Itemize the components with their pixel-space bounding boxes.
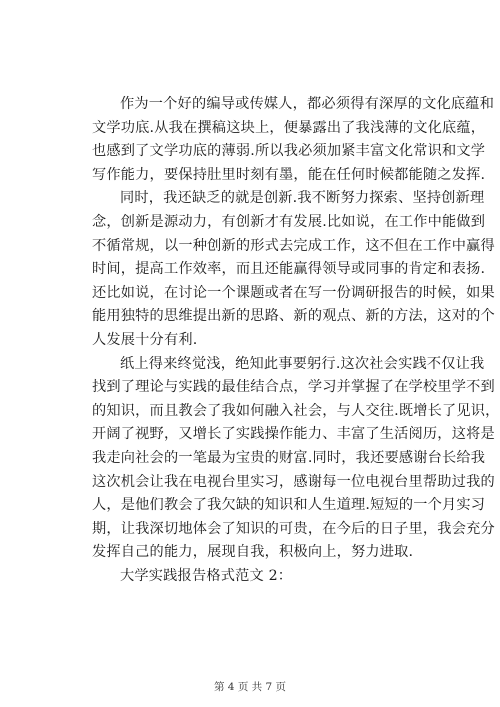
text-line: 时间，提高工作效率，而且还能赢得领导或同事的肯定和表扬.: [92, 261, 486, 278]
text-line: 也感到了文学功底的薄弱.所以我必须加紧丰富文化常识和文学: [92, 143, 486, 160]
text-line: 念，创新是源动力，有创新才有发展.比如说，在工作中能做到: [92, 213, 486, 230]
text-line: 人，是他们教会了我欠缺的知识和人生道理.短短的一个月实习: [92, 497, 486, 514]
text-line: 文学功底.从我在撰稿这块上，便暴露出了我浅薄的文化底蕴，: [92, 119, 486, 136]
paragraph-2: [92, 187, 495, 352]
document-body: [92, 93, 500, 588]
text-line: 期，让我深切地体会了知识的可贵，在今后的日子里，我会充分: [92, 520, 495, 537]
text-line: 作为一个好的编导或传媒人，都必须得有深厚的文化底蕴和: [120, 96, 495, 112]
paragraph-3: [92, 353, 500, 565]
text-line: 大学实践报告格式范文 2：: [120, 567, 293, 584]
text-line: 的知识，而且教会了我如何融入社会，与人交往.既增长了见识，: [92, 402, 500, 419]
paragraph-1: [92, 93, 495, 187]
text-line: 纸上得来终觉浅，绝知此事要躬行.这次社会实践不仅让我: [120, 355, 485, 372]
text-line: 不循常规，以一种创新的形式去完成工作，这不但在工作中赢得: [92, 237, 495, 254]
page-number-footer: 第 4 页 共 7 页: [213, 681, 287, 693]
text-line: 写作能力，要保持肚里时刻有墨，能在任何时候都能随之发挥.: [92, 166, 486, 183]
text-line: 人发展十分有利.: [92, 331, 198, 348]
text-line: 开阔了视野，又增长了实践操作能力、丰富了生活阅历，这将是: [92, 426, 495, 443]
section-heading: [92, 565, 412, 589]
text-line: 这次机会让我在电视台里实习，感谢每一位电视台里帮助过我的: [92, 473, 495, 490]
text-line: 发挥自己的能力，展现自我，积极向上，努力进取.: [92, 544, 414, 561]
text-line: 能用独特的思维提出新的思路、新的观点、新的方法，这对的个: [92, 308, 495, 325]
text-line: 同时，我还缺乏的就是创新.我不断努力探索、坚持创新理: [120, 190, 485, 207]
text-line: 我走向社会的一笔最为宝贵的财富.同时，我还要感谢台长给我: [92, 449, 486, 466]
text-line: 还比如说，在讨论一个课题或者在写一份调研报告的时候，如果: [92, 284, 495, 301]
text-line: 找到了理论与实践的最佳结合点，学习并掌握了在学校里学不到: [92, 379, 495, 396]
